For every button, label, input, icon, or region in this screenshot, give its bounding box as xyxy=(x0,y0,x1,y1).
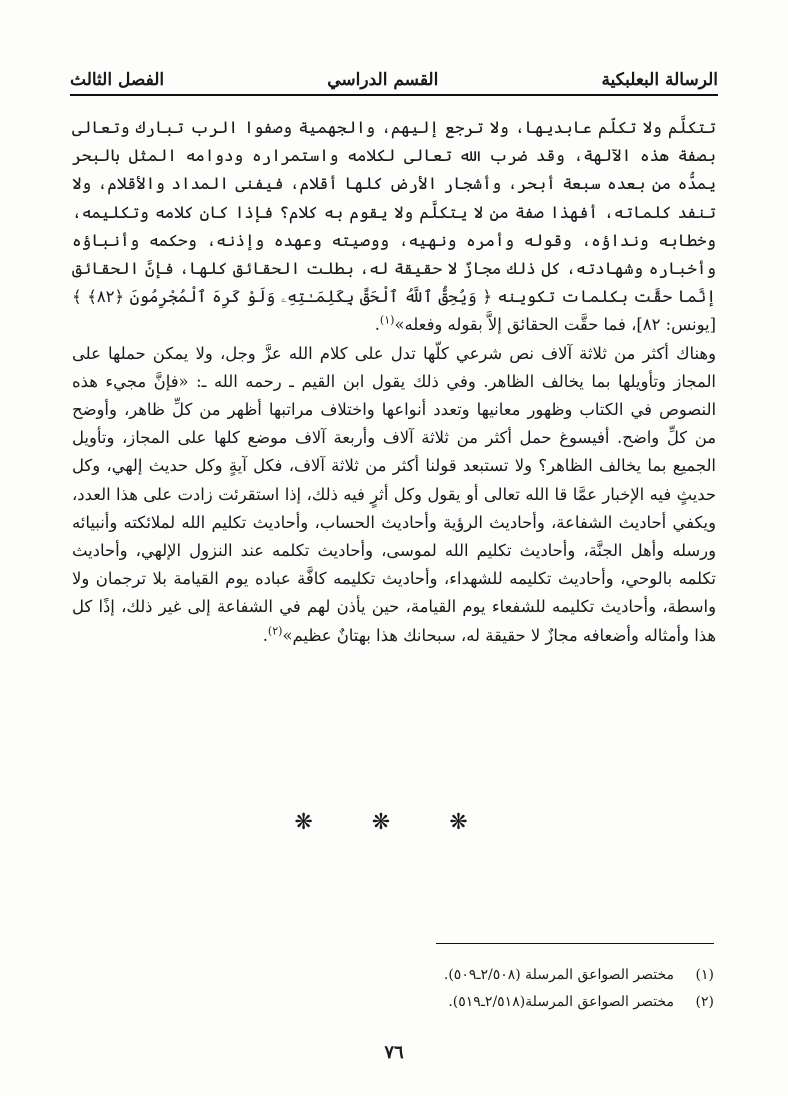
footnote-text: مختصر الصواعق المرسلة(٢/٥١٨ـ٥١٩). xyxy=(448,994,674,1010)
footnote-item xyxy=(200,962,714,989)
running-header xyxy=(70,56,718,96)
footnote-text: مختصر الصواعق المرسلة (٢/٥٠٨ـ٥٠٩). xyxy=(443,967,674,983)
page-number: ٧٦ xyxy=(384,1042,404,1063)
footnote-ref-1: (١) xyxy=(379,313,395,327)
section-separator: ❋ ❋ ❋ xyxy=(294,810,494,835)
footnote-number: (٢) xyxy=(695,994,714,1010)
paragraph-2-text: وهناك أكثر من ثلاثة آلاف نص شرعي كلّها تدل على كلام الله عزَّ وجل، ولا يمكن حملها على المجاز وتأويلها بما يخالف الظاهر. وفي ذلك يقول ابن القيم ـ رحمه الله ـ: «فإنَّ مجيء هذه النصوص في الكتاب وظهور معانيها وتعدد أنواعها واختلاف مراتبها أظهر من كلِّ ظاهر، وأوضح من كلِّ واضح. أفيسوغ حمل أكثر من ثلاثة آلاف وأربعة آلاف موضع كلها على المجاز، وتأويل الجميع بما يخالف الظاهر؟ ولا تستبعد قولنا أكثر من ثلاثة آلاف، فكل آيةٍ وكل حديث إلهي، وكل حديثٍ فيه الإخبار عمَّا قا الله تعالى أو يقول وكل أثرٍ فيه ذلك، إذا استقرئت زادت على هذا العدد، ويكفي أحاديث الشفاعة، وأحاديث الرؤية وأحاديث الحساب، وأحاديث تكليم الله لملائكته وأنبيائه ورسله وأهل الجنَّة، وأحاديث تكليم الله لموسى، وأحاديث تكلمه عند النزول الإلهي، وأحاديث تكلمه بالوحي، وأحاديث تكليمه للشهداء، وأحاديث تكليمه كافَّة عباده يوم القيامة بلا ترجمان ولا واسطة، وأحاديث تكليمه للشفعاء يوم القيامة، حين يأذن لهم في الشفاعة إلى غير ذلك، إذًا كل هذا وأمثاله وأضعافه مجازٌ لا حقيقة له، سبحانك هذا بهتانٌ عظيم» xyxy=(72,343,716,645)
footnote-divider xyxy=(436,943,714,944)
header-chapter: الفصل الثالث xyxy=(70,70,165,90)
paragraph-2-end: . xyxy=(262,625,268,645)
footnote-number: (١) xyxy=(695,967,714,983)
header-book-title: الرسالة البعلبكية xyxy=(601,70,718,90)
main-text xyxy=(72,114,716,650)
paragraph-2 xyxy=(72,340,716,650)
paragraph-1: تتكلَّم ولا تكلّم عابديها، ولا ترجع إليهم، والجهمية وصفوا الرب تبارك وتعالى بصفة هذه الآلهة، وقد ضرب الله تعالى لكلامه واستمراره ودوامه المثل بالبحر يمدُّه من بعده سبعة أبحر، وأشجار الأرض كلها أقلام، فيفنى المداد والأقلام، ولا تنفد كلماته، أفهذا صفة من لا يتكلَّم ولا يقوم به كلام؟ فإذا كان كلامه وتكليمه، وخطابه ونداؤه، وقوله وأمره ونهيه، ووصيته وعهده وإذنه، وحكمه وأنباؤه وأخباره وشهادته، كل ذلك مجازٌ لا حقيقة له، بطلت الحقائق كلها، فإنَّ الحقائق إنَّما حقَّت بكلمات تكوينه ﴿ وَيُحِقُّ ٱللَّهُ ٱلْحَقَّ بِكَلِمَـٰتِهِۦ وَلَوْ كَرِهَ ٱلْمُجْرِمُونَ ﴿٨٢﴾ ﴾ [يونس: ٨٢]، فما حقَّت الحقائق إلاَّ بقوله وفعله»$^{(١)}$. xyxy=(72,118,717,335)
header-section: القسم الدراسي xyxy=(327,70,439,90)
footnotes xyxy=(200,962,714,1016)
footnote-ref-2: (٢) xyxy=(267,624,283,638)
paragraph-1-text: تتكلَّم ولا تكلّم عابديها، ولا ترجع إليهم، والجهمية وصفوا الرب تبارك وتعالى بصفة هذه الآلهة، وقد ضرب الله تعالى لكلامه واستمراره ودوامه المثل بالبحر يمدُّه من بعده سبعة أبحر، وأشجار الأرض كلها أقلام، فيفنى المداد والأقلام، ولا تنفد كلماته، أفهذا صفة من لا يتكلَّم ولا يقوم به كلام؟ فإذا كان كلامه وتكليمه، وخطابه ونداؤه، وقوله وأمره ونهيه، ووصيته وعهده وإذنه، وحكمه وأنباؤه وأخباره وشهادته، كل ذلك مجازٌ لا حقيقة له، بطلت الحقائق كلها، فإنَّ الحقائق إنَّما حقَّت بكلمات تكوينه ﴿ وَيُحِقُّ ٱللَّهُ ٱلْحَقَّ بِكَلِمَـٰتِهِۦ وَلَوْ كَرِهَ ٱلْمُجْرِمُونَ ﴿٨٢﴾ ﴾ [يونس: ٨٢]، فما حقَّت الحقائق إلاَّ بقوله وفعله» xyxy=(72,118,717,335)
footnote-item xyxy=(200,989,714,1016)
